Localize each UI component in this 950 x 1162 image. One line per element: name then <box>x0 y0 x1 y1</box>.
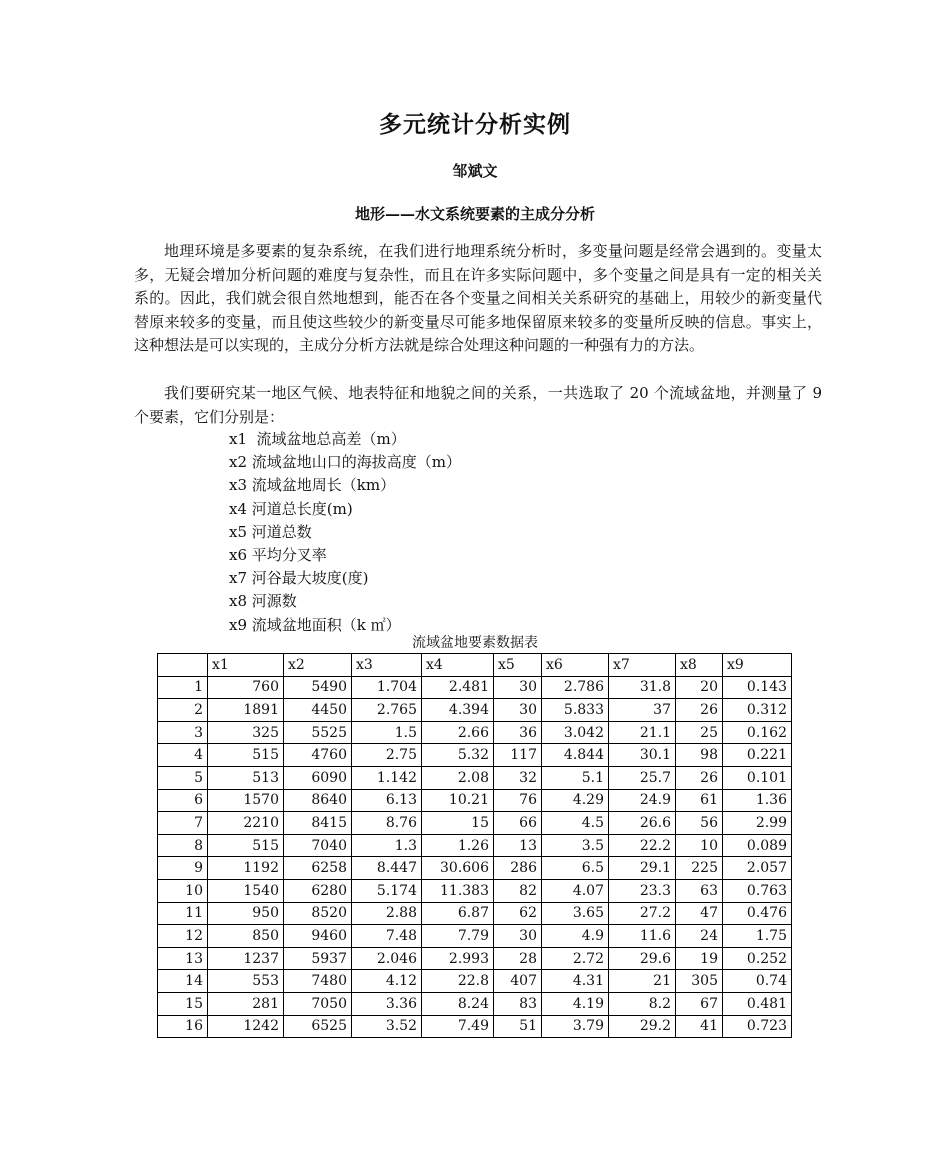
table-cell: 0.74 <box>723 970 792 993</box>
variable-item: x1 流域盆地总高差（m） <box>229 430 406 448</box>
table-row <box>158 699 792 722</box>
table-row <box>158 766 792 789</box>
table-cell: 3.52 <box>352 1015 422 1038</box>
table-cell: 8.447 <box>352 857 422 880</box>
row-index-cell: 4 <box>158 744 208 767</box>
column-header: x6 <box>542 654 609 677</box>
row-index-cell: 5 <box>158 766 208 789</box>
table-row <box>158 970 792 993</box>
table-cell: 117 <box>494 744 542 767</box>
table-cell: 8415 <box>284 812 352 835</box>
table-cell: 2.88 <box>352 902 422 925</box>
table-cell: 1.75 <box>723 925 792 948</box>
table-cell: 5.32 <box>422 744 494 767</box>
table-cell: 26 <box>676 699 723 722</box>
column-header: x7 <box>609 654 676 677</box>
table-cell: 7.49 <box>422 1015 494 1038</box>
row-index-cell: 13 <box>158 947 208 970</box>
row-index-cell: 10 <box>158 879 208 902</box>
variable-list <box>229 428 461 637</box>
table-cell: 515 <box>208 834 284 857</box>
table-cell: 5937 <box>284 947 352 970</box>
table-cell: 2.75 <box>352 744 422 767</box>
table-cell: 4.844 <box>542 744 609 767</box>
table-cell: 56 <box>676 812 723 835</box>
table-cell: 1.26 <box>422 834 494 857</box>
table-cell: 25.7 <box>609 766 676 789</box>
table-cell: 6280 <box>284 879 352 902</box>
table-cell: 1242 <box>208 1015 284 1038</box>
table-cell: 2210 <box>208 812 284 835</box>
row-index-cell: 16 <box>158 1015 208 1038</box>
column-header <box>158 654 208 677</box>
table-cell: 4.9 <box>542 925 609 948</box>
table-cell: 28 <box>494 947 542 970</box>
table-cell: 4.19 <box>542 992 609 1015</box>
table-cell: 6.13 <box>352 789 422 812</box>
table-cell: 37 <box>609 699 676 722</box>
table-cell: 1540 <box>208 879 284 902</box>
table-cell: 2.99 <box>723 812 792 835</box>
variable-item: x6 平均分叉率 <box>229 546 327 565</box>
data-table <box>157 653 792 1038</box>
table-cell: 29.1 <box>609 857 676 880</box>
table-cell: 1.5 <box>352 721 422 744</box>
table-cell: 2.08 <box>422 766 494 789</box>
table-cell: 27.2 <box>609 902 676 925</box>
table-cell: 41 <box>676 1015 723 1038</box>
table-cell: 281 <box>208 992 284 1015</box>
table-row <box>158 834 792 857</box>
table-cell: 3.042 <box>542 721 609 744</box>
table-cell: 1.142 <box>352 766 422 789</box>
table-cell: 10.21 <box>422 789 494 812</box>
table-cell: 325 <box>208 721 284 744</box>
table-cell: 13 <box>494 834 542 857</box>
table-cell: 6525 <box>284 1015 352 1038</box>
variable-item: x4 河道总长度(m) <box>229 499 353 518</box>
row-index-cell: 12 <box>158 925 208 948</box>
table-cell: 0.763 <box>723 879 792 902</box>
table-cell: 62 <box>494 902 542 925</box>
table-cell: 225 <box>676 857 723 880</box>
table-cell: 11.6 <box>609 925 676 948</box>
row-index-cell: 7 <box>158 812 208 835</box>
table-cell: 286 <box>494 857 542 880</box>
variable-item: x7 河谷最大坡度(度) <box>229 569 369 588</box>
table-cell: 0.252 <box>723 947 792 970</box>
table-cell: 5.1 <box>542 766 609 789</box>
table-cell: 5525 <box>284 721 352 744</box>
table-cell: 1570 <box>208 789 284 812</box>
table-cell: 76 <box>494 789 542 812</box>
table-cell: 31.8 <box>609 676 676 699</box>
table-row <box>158 789 792 812</box>
column-header: x9 <box>723 654 792 677</box>
table-cell: 1.3 <box>352 834 422 857</box>
table-cell: 30 <box>494 699 542 722</box>
row-index-cell: 11 <box>158 902 208 925</box>
table-row <box>158 902 792 925</box>
variable-item: x3 流域盆地周长（km） <box>229 476 396 495</box>
table-cell: 2.765 <box>352 699 422 722</box>
table-header-row <box>158 654 792 677</box>
variable-item: x2 流域盆地山口的海拔高度（m） <box>229 453 461 472</box>
column-header: x5 <box>494 654 542 677</box>
row-index-cell: 15 <box>158 992 208 1015</box>
table-cell: 8640 <box>284 789 352 812</box>
table-cell: 407 <box>494 970 542 993</box>
table-cell: 4.29 <box>542 789 609 812</box>
row-index-cell: 1 <box>158 676 208 699</box>
intro-paragraph: 地理环境是多要素的复杂系统，在我们进行地理系统分析时，多变量问题是经常会遇到的。变量太多，无疑会增加分析问题的难度与复杂性，而且在许多实际问题中，多个变量之间是具有一定的相关关系的。因此，我们就会很自然地想到，能否在各个变量之间相关关系研究的基础上，用较少的新变量代替原来较多的变量，而且使这些较少的新变量尽可能多地保留原来较多的变量所反映的信息。事实上，这种想法是可以实现的，主成分分析方法就是综合处理这种问题的一种强有力的方法。 <box>134 242 822 354</box>
table-cell: 29.2 <box>609 1015 676 1038</box>
author-name: 邹斌文 <box>452 162 498 180</box>
table-cell: 7050 <box>284 992 352 1015</box>
table-cell: 0.476 <box>723 902 792 925</box>
column-header: x2 <box>284 654 352 677</box>
table-cell: 7480 <box>284 970 352 993</box>
table-cell: 0.221 <box>723 744 792 767</box>
table-cell: 24.9 <box>609 789 676 812</box>
table-cell: 6090 <box>284 766 352 789</box>
table-cell: 10 <box>676 834 723 857</box>
table-cell: 30.606 <box>422 857 494 880</box>
row-index-cell: 8 <box>158 834 208 857</box>
table-cell: 515 <box>208 744 284 767</box>
table-cell: 19 <box>676 947 723 970</box>
table-cell: 2.057 <box>723 857 792 880</box>
table-cell: 8520 <box>284 902 352 925</box>
table-cell: 850 <box>208 925 284 948</box>
table-cell: 0.723 <box>723 1015 792 1038</box>
row-index-cell: 2 <box>158 699 208 722</box>
table-cell: 8.76 <box>352 812 422 835</box>
study-paragraph: 我们要研究某一地区气候、地表特征和地貌之间的关系，一共选取了 20 个流域盆地，并测量了 9 个要素，它们分别是： <box>134 384 822 426</box>
table-cell: 23.3 <box>609 879 676 902</box>
row-index-cell: 9 <box>158 857 208 880</box>
table-cell: 9460 <box>284 925 352 948</box>
table-row <box>158 925 792 948</box>
table-cell: 11.383 <box>422 879 494 902</box>
table-cell: 305 <box>676 970 723 993</box>
table-cell: 1237 <box>208 947 284 970</box>
table-cell: 66 <box>494 812 542 835</box>
table-cell: 4.31 <box>542 970 609 993</box>
table-cell: 1.36 <box>723 789 792 812</box>
table-cell: 5.833 <box>542 699 609 722</box>
table-cell: 6258 <box>284 857 352 880</box>
table-cell: 63 <box>676 879 723 902</box>
table-cell: 8.24 <box>422 992 494 1015</box>
table-cell: 5.174 <box>352 879 422 902</box>
table-cell: 2.66 <box>422 721 494 744</box>
table-row <box>158 992 792 1015</box>
column-header: x3 <box>352 654 422 677</box>
table-cell: 67 <box>676 992 723 1015</box>
table-cell: 0.312 <box>723 699 792 722</box>
document-title: 多元统计分析实例 <box>379 111 571 138</box>
table-cell: 1891 <box>208 699 284 722</box>
section-heading: 地形——水文系统要素的主成分分析 <box>354 205 595 223</box>
table-cell: 3.5 <box>542 834 609 857</box>
table-cell: 21 <box>609 970 676 993</box>
table-cell: 2.72 <box>542 947 609 970</box>
table-cell: 82 <box>494 879 542 902</box>
table-row <box>158 1015 792 1038</box>
table-cell: 760 <box>208 676 284 699</box>
table-cell: 4.12 <box>352 970 422 993</box>
table-cell: 4760 <box>284 744 352 767</box>
table-cell: 21.1 <box>609 721 676 744</box>
table-cell: 0.101 <box>723 766 792 789</box>
column-header: x1 <box>208 654 284 677</box>
table-cell: 15 <box>422 812 494 835</box>
row-index-cell: 3 <box>158 721 208 744</box>
table-cell: 0.481 <box>723 992 792 1015</box>
table-caption: 流域盆地要素数据表 <box>412 635 538 651</box>
table-cell: 3.36 <box>352 992 422 1015</box>
table-cell: 6.5 <box>542 857 609 880</box>
table-cell: 2.993 <box>422 947 494 970</box>
table-cell: 98 <box>676 744 723 767</box>
table-cell: 47 <box>676 902 723 925</box>
table-cell: 1192 <box>208 857 284 880</box>
table-cell: 61 <box>676 789 723 812</box>
table-cell: 51 <box>494 1015 542 1038</box>
table-cell: 83 <box>494 992 542 1015</box>
table-cell: 0.162 <box>723 721 792 744</box>
table-row <box>158 744 792 767</box>
variable-item: x9 流域盆地面积（k ㎡） <box>229 615 401 634</box>
table-cell: 4.5 <box>542 812 609 835</box>
table-body <box>158 676 792 1038</box>
table-row <box>158 721 792 744</box>
table-cell: 6.87 <box>422 902 494 925</box>
table-cell: 513 <box>208 766 284 789</box>
table-row <box>158 879 792 902</box>
table-cell: 553 <box>208 970 284 993</box>
table-cell: 3.79 <box>542 1015 609 1038</box>
variable-item: x5 河道总数 <box>229 522 312 541</box>
table-cell: 7040 <box>284 834 352 857</box>
row-index-cell: 6 <box>158 789 208 812</box>
table-cell: 2.786 <box>542 676 609 699</box>
column-header: x4 <box>422 654 494 677</box>
table-cell: 30 <box>494 676 542 699</box>
table-cell: 950 <box>208 902 284 925</box>
column-header: x8 <box>676 654 723 677</box>
table-row <box>158 812 792 835</box>
table-cell: 2.481 <box>422 676 494 699</box>
table-cell: 24 <box>676 925 723 948</box>
table-cell: 3.65 <box>542 902 609 925</box>
table-cell: 0.143 <box>723 676 792 699</box>
row-index-cell: 14 <box>158 970 208 993</box>
table-cell: 30.1 <box>609 744 676 767</box>
table-cell: 5490 <box>284 676 352 699</box>
table-row <box>158 857 792 880</box>
table-cell: 26.6 <box>609 812 676 835</box>
table-row <box>158 676 792 699</box>
table-cell: 20 <box>676 676 723 699</box>
table-cell: 7.79 <box>422 925 494 948</box>
variable-item: x8 河源数 <box>229 592 297 611</box>
table-cell: 4.394 <box>422 699 494 722</box>
table-cell: 22.8 <box>422 970 494 993</box>
table-cell: 22.2 <box>609 834 676 857</box>
table-cell: 29.6 <box>609 947 676 970</box>
table-cell: 26 <box>676 766 723 789</box>
table-cell: 0.089 <box>723 834 792 857</box>
table-cell: 36 <box>494 721 542 744</box>
table-cell: 7.48 <box>352 925 422 948</box>
table-cell: 32 <box>494 766 542 789</box>
table-cell: 2.046 <box>352 947 422 970</box>
table-cell: 25 <box>676 721 723 744</box>
table-cell: 4450 <box>284 699 352 722</box>
table-cell: 30 <box>494 925 542 948</box>
table-cell: 4.07 <box>542 879 609 902</box>
table-cell: 1.704 <box>352 676 422 699</box>
table-row <box>158 947 792 970</box>
table-cell: 8.2 <box>609 992 676 1015</box>
